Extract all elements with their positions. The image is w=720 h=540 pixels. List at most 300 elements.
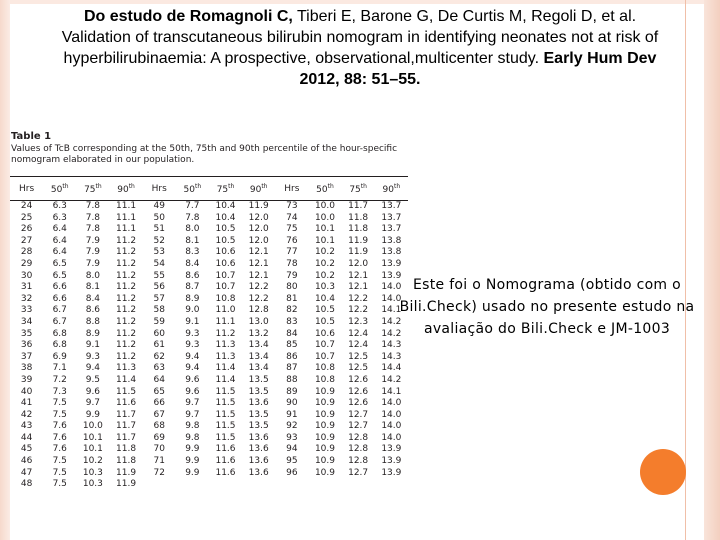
table-cell-value: 12.0 <box>348 258 369 269</box>
slide-frame-right <box>704 0 720 540</box>
table-cell-value: 10.0 <box>314 212 335 223</box>
table-cell-value: 10.7 <box>314 351 335 362</box>
table-cell-value: 13.6 <box>248 432 269 443</box>
table-row <box>10 456 408 468</box>
table-cell-value: 11.9 <box>348 247 369 258</box>
table-header-cell <box>375 177 408 201</box>
table-header-sup: th <box>394 183 401 190</box>
table-cell-value: 7.8 <box>85 212 101 223</box>
table-cell-hours: 41 <box>20 398 33 409</box>
table-cell-value: 8.7 <box>185 282 200 293</box>
table-caption <box>11 131 407 166</box>
table-cell-value: 11.4 <box>215 374 236 385</box>
table-cell-value <box>209 479 242 491</box>
table-cell-value: 8.4 <box>85 293 101 304</box>
table-cell-value: 9.1 <box>85 340 101 351</box>
table-cell-value: 10.9 <box>314 444 335 455</box>
table-cell-value: 6.7 <box>52 316 67 327</box>
table-cell-hours: 57 <box>153 293 165 304</box>
table-cell-hours <box>275 479 308 491</box>
table-cell-value: 9.9 <box>185 467 200 478</box>
table-cell-value: 10.0 <box>314 201 335 211</box>
table-cell-value: 12.8 <box>248 305 269 316</box>
table-cell-value: 11.5 <box>215 386 236 397</box>
table-cell-value: 10.1 <box>82 444 103 455</box>
table-cell-value: 12.2 <box>248 282 269 293</box>
table-header-main: Hrs <box>151 183 167 194</box>
citation-title <box>60 6 660 90</box>
table-cell-value: 8.8 <box>85 316 101 327</box>
table-cell-value: 12.1 <box>348 282 369 293</box>
table-cell-hours: 26 <box>20 224 33 235</box>
table-header-sup: th <box>195 183 202 190</box>
table-cell-value: 14.0 <box>381 421 402 432</box>
table-cell-value: 7.9 <box>85 258 101 269</box>
table-cell-value: 9.7 <box>185 398 200 409</box>
table-cell-value: 6.5 <box>52 258 67 269</box>
table-cell-hours: 93 <box>286 432 298 443</box>
table-cell-value: 9.1 <box>185 316 200 327</box>
table-cell-value: 10.4 <box>314 293 335 304</box>
table-label: Table 1 <box>11 131 52 142</box>
table-cell-hours: 24 <box>20 201 33 211</box>
table-header-sup: th <box>327 183 334 190</box>
table-cell-value: 12.1 <box>248 247 269 258</box>
table-cell-hours: 36 <box>20 340 33 351</box>
table-cell-value: 12.7 <box>348 409 369 420</box>
table-cell-value: 10.5 <box>215 224 236 235</box>
table-cell-hours: 53 <box>153 247 165 258</box>
table-cell-hours: 35 <box>20 328 33 339</box>
table-cell-value: 11.2 <box>116 316 137 327</box>
table-cell-hours: 40 <box>20 386 33 397</box>
table-row <box>10 294 408 306</box>
table-cell-value: 12.0 <box>248 212 269 223</box>
table-cell-hours: 44 <box>20 432 33 443</box>
table-cell-value: 7.7 <box>185 201 200 211</box>
table-cell-value: 13.6 <box>248 456 269 467</box>
table-cell-value: 10.2 <box>314 270 335 281</box>
table-cell-value: 8.6 <box>85 305 101 316</box>
table-cell-value: 9.3 <box>185 328 200 339</box>
table-cell-hours: 96 <box>286 467 298 478</box>
table-cell-value: 9.5 <box>85 374 101 385</box>
table-cell-value: 13.8 <box>381 247 402 258</box>
table-cell-value: 10.8 <box>314 374 335 385</box>
table-body <box>10 201 408 491</box>
table-cell-value: 13.5 <box>248 374 269 385</box>
table-cell-value: 9.4 <box>185 351 200 362</box>
table-cell-value: 9.9 <box>185 456 200 467</box>
table-cell-value: 6.9 <box>52 351 67 362</box>
table-cell-hours: 58 <box>153 305 165 316</box>
table-cell-hours: 45 <box>20 444 33 455</box>
table-cell-value: 8.6 <box>185 270 200 281</box>
table-cell-value: 8.4 <box>185 258 200 269</box>
table-cell-value: 9.0 <box>185 305 200 316</box>
table-cell-value: 14.3 <box>381 351 402 362</box>
table-cell-value: 10.0 <box>82 421 103 432</box>
table-cell-value: 13.4 <box>248 351 269 362</box>
table-cell-value: 10.5 <box>215 235 236 246</box>
table-header-cell <box>176 177 209 201</box>
table-cell-value: 13.6 <box>248 467 269 478</box>
table-cell-hours: 43 <box>20 421 33 432</box>
table-row <box>10 468 408 480</box>
table-cell-value: 11.8 <box>348 224 369 235</box>
table-header-row <box>10 177 408 201</box>
table-row <box>10 236 408 248</box>
table-cell-value: 11.9 <box>116 467 137 478</box>
table-cell-hours: 67 <box>153 409 165 420</box>
table-header-cell <box>209 177 242 201</box>
table-cell-hours: 95 <box>286 456 298 467</box>
table-cell-value: 14.0 <box>381 432 402 443</box>
table-cell-hours: 72 <box>153 467 165 478</box>
table-row <box>10 387 408 399</box>
table-cell-hours: 90 <box>286 398 298 409</box>
table-cell-value: 10.8 <box>314 363 335 374</box>
table-cell-value: 11.7 <box>116 409 137 420</box>
table-cell-value: 12.0 <box>248 235 269 246</box>
table-cell-value: 6.6 <box>52 282 67 293</box>
table-cell-value: 7.8 <box>85 201 101 211</box>
table-row <box>10 282 408 294</box>
table-cell-hours: 92 <box>286 421 298 432</box>
table-cell-hours: 27 <box>20 235 33 246</box>
table-cell-hours: 66 <box>153 398 165 409</box>
table-cell-hours: 84 <box>286 328 298 339</box>
table-cell-value: 6.8 <box>52 340 67 351</box>
table-cell-value <box>375 479 408 491</box>
table-header-cell <box>242 177 275 201</box>
citation-lead: Do estudo de Romagnoli C, <box>83 8 293 25</box>
table-cell-hours: 46 <box>20 456 33 467</box>
table-cell-value: 11.3 <box>215 351 236 362</box>
table-cell-value: 7.9 <box>85 247 101 258</box>
table-cell-value: 6.5 <box>52 270 67 281</box>
table-cell-value: 13.4 <box>248 363 269 374</box>
table-cell-value: 14.0 <box>381 282 402 293</box>
table-cell-hours: 79 <box>286 270 298 281</box>
table-caption-text: Values of TcB corresponding at the 50th, 75th and 90th percentile of the hour-specific nomogram elaborated in our population. <box>11 144 398 165</box>
table-cell-value <box>308 479 341 491</box>
table-header-main: 50 <box>50 185 63 195</box>
table-cell-value: 14.1 <box>381 386 402 397</box>
table-cell-value: 12.0 <box>248 224 269 235</box>
table-cell-value: 10.5 <box>314 305 335 316</box>
table-cell-value: 14.0 <box>381 293 402 304</box>
table-cell-value: 10.9 <box>314 398 335 409</box>
table-cell-value: 8.0 <box>185 224 200 235</box>
table-cell-value: 12.6 <box>348 398 369 409</box>
table-cell-value: 11.9 <box>248 201 269 211</box>
table-cell-value: 7.9 <box>85 235 101 246</box>
table-cell-value: 14.2 <box>381 374 402 385</box>
table-cell-value: 11.2 <box>116 235 137 246</box>
table-cell-value: 10.3 <box>82 479 103 490</box>
table-cell-value: 11.7 <box>116 432 137 443</box>
table-cell-value: 10.9 <box>314 386 335 397</box>
table-cell-value: 8.9 <box>185 293 200 304</box>
table-cell-value: 13.9 <box>381 467 402 478</box>
table-cell-value: 9.4 <box>185 363 200 374</box>
table-cell-value: 10.5 <box>314 316 335 327</box>
table-cell-value: 7.3 <box>52 386 67 397</box>
table-header-main: 50 <box>316 185 328 195</box>
table-cell-value: 7.5 <box>52 456 67 467</box>
table-cell-value: 7.5 <box>52 409 67 420</box>
table-cell-value: 14.0 <box>381 398 402 409</box>
table-row <box>10 410 408 422</box>
decorative-orange-circle <box>640 449 686 495</box>
table-row <box>10 363 408 375</box>
table-cell-hours: 49 <box>153 201 165 211</box>
note-text: Este foi o Nomograma (obtido com o Bili.Check) usado no presente estudo na avaliação do Bili.Check e JM-1003 <box>399 277 695 337</box>
table-cell-value: 11.4 <box>116 374 137 385</box>
table-cell-value: 7.6 <box>52 432 67 443</box>
table-header-main: 90 <box>382 185 394 195</box>
table-cell-value: 9.3 <box>185 340 200 351</box>
table-row <box>10 224 408 236</box>
table-cell-hours: 64 <box>153 374 165 385</box>
table-cell-value: 11.2 <box>116 351 137 362</box>
table-cell-value: 11.2 <box>116 270 137 281</box>
table-header-main: 75 <box>349 185 361 195</box>
table-cell-value: 11.6 <box>215 467 236 478</box>
table-cell-value: 12.2 <box>348 305 369 316</box>
table-cell-hours: 38 <box>20 363 33 374</box>
table-cell-hours: 91 <box>286 409 298 420</box>
table-header-main: 75 <box>84 185 96 195</box>
table-cell-value: 6.6 <box>52 293 67 304</box>
table-cell-hours: 29 <box>20 258 33 269</box>
table-cell-value: 12.1 <box>248 270 269 281</box>
table-cell-value: 11.5 <box>116 386 137 397</box>
table-cell-value: 9.6 <box>185 374 200 385</box>
table-cell-value: 7.6 <box>52 444 67 455</box>
table-header-cell <box>109 177 142 201</box>
table-cell-value: 11.8 <box>348 212 369 223</box>
table-cell-value: 11.1 <box>116 212 137 223</box>
citation-body: Tiberi E, Barone G, De Curtis M, Regoli D, et al. Validation of transcutaneous bilirubin nomogram in identifying neonates not at risk of hyperbilirubinaemia: A prospective, observational,multicenter study. <box>61 8 659 67</box>
table-cell-hours: 25 <box>20 212 33 223</box>
table-cell-value: 11.5 <box>215 398 236 409</box>
table-cell-value: 10.4 <box>215 201 236 211</box>
table-cell-value: 10.1 <box>314 224 335 235</box>
table-cell-hours: 71 <box>153 456 165 467</box>
table-header-main: 50 <box>183 185 195 195</box>
table-cell-value: 10.6 <box>314 328 335 339</box>
table-cell-hours: 82 <box>286 305 298 316</box>
table-cell-value: 12.7 <box>348 421 369 432</box>
table-cell-value <box>342 479 375 491</box>
table-cell-value: 11.2 <box>116 293 137 304</box>
table-cell-value: 11.3 <box>116 363 137 374</box>
table-cell-value: 13.9 <box>381 444 402 455</box>
table-cell-hours: 75 <box>286 224 298 235</box>
table-cell-value: 6.4 <box>52 247 67 258</box>
table-cell-value: 9.6 <box>185 386 200 397</box>
table-row <box>10 317 408 329</box>
table-cell-hours: 31 <box>20 282 33 293</box>
table-cell-value: 13.9 <box>381 270 402 281</box>
table-cell-value: 11.5 <box>215 421 236 432</box>
table-cell-value: 6.4 <box>52 224 67 235</box>
table-cell-hours: 55 <box>153 270 165 281</box>
table-cell-value: 7.2 <box>52 374 67 385</box>
table-cell-value: 10.1 <box>314 235 335 246</box>
table-cell-value: 12.2 <box>348 293 369 304</box>
table-header-main: 75 <box>216 185 229 195</box>
table-cell-value: 11.6 <box>215 444 236 455</box>
table-cell-hours: 48 <box>20 479 33 490</box>
table-cell-hours: 28 <box>20 247 33 258</box>
table-header-sup: th <box>261 183 268 190</box>
table-cell-value: 14.0 <box>381 409 402 420</box>
table-cell-value: 14.3 <box>381 340 402 351</box>
table-cell-hours: 59 <box>153 316 165 327</box>
table-cell-value: 12.6 <box>348 386 369 397</box>
table-header-cell <box>275 177 308 201</box>
table-cell-value: 8.9 <box>85 328 101 339</box>
table-cell-value: 12.2 <box>248 293 269 304</box>
table-cell-value: 11.2 <box>116 305 137 316</box>
table-cell-hours: 52 <box>153 235 165 246</box>
table-cell-value: 13.6 <box>248 398 269 409</box>
table-cell-value: 11.8 <box>116 456 137 467</box>
table-cell-value: 10.1 <box>82 432 103 443</box>
table-cell-value: 8.0 <box>85 270 101 281</box>
table-cell-value: 7.5 <box>52 398 67 409</box>
table-cell-value: 11.6 <box>116 398 137 409</box>
table-cell-value: 12.4 <box>348 340 369 351</box>
table-cell-hours: 56 <box>153 282 165 293</box>
table-row <box>10 444 408 456</box>
table-cell-value: 11.2 <box>116 282 137 293</box>
table-row <box>10 329 408 341</box>
table-row <box>10 305 408 317</box>
table-cell-value: 9.9 <box>85 409 101 420</box>
table-cell-value: 10.6 <box>215 258 236 269</box>
nomogram-table-image <box>10 128 408 538</box>
table-cell-value: 9.7 <box>185 409 200 420</box>
table-cell-value: 10.9 <box>314 467 335 478</box>
table-cell-value: 6.7 <box>52 305 67 316</box>
table-cell-value: 7.6 <box>52 421 67 432</box>
table-cell-hours: 87 <box>286 363 298 374</box>
slide-frame-left <box>0 0 10 540</box>
table-cell-value: 11.7 <box>116 421 137 432</box>
table-header-cell <box>76 177 109 201</box>
table-cell-value: 8.3 <box>185 247 200 258</box>
table-row <box>10 479 408 491</box>
table-row <box>10 201 408 213</box>
table-row <box>10 213 408 225</box>
table-cell-value: 14.2 <box>381 328 402 339</box>
table-cell-hours: 65 <box>153 386 165 397</box>
table-cell-hours: 89 <box>286 386 298 397</box>
table-cell-value: 10.7 <box>215 282 236 293</box>
table-header-sup: th <box>228 183 235 190</box>
table-cell-value: 12.1 <box>348 270 369 281</box>
table-cell-value: 12.1 <box>248 258 269 269</box>
table-cell-value: 14.2 <box>381 316 402 327</box>
table-cell-value: 9.6 <box>85 386 101 397</box>
table-cell-value: 11.2 <box>116 247 137 258</box>
table-cell-value: 13.8 <box>381 235 402 246</box>
table-cell-value: 10.3 <box>82 467 103 478</box>
table-cell-hours: 63 <box>153 363 165 374</box>
table-cell-hours: 62 <box>153 351 165 362</box>
table-cell-hours: 78 <box>286 258 298 269</box>
table-cell-value: 12.8 <box>348 444 369 455</box>
table-cell-value: 11.5 <box>215 409 236 420</box>
table-row <box>10 433 408 445</box>
table-cell-value: 11.9 <box>116 479 137 490</box>
table-cell-value: 14.1 <box>381 305 402 316</box>
table-cell-value: 10.2 <box>314 247 335 258</box>
table-cell-value: 12.6 <box>348 374 369 385</box>
table-cell-value: 13.9 <box>381 456 402 467</box>
table-cell-value: 9.7 <box>85 398 101 409</box>
table-cell-value <box>242 479 275 491</box>
table-row <box>10 375 408 387</box>
table-cell-value: 12.5 <box>348 351 369 362</box>
table-cell-value: 10.9 <box>314 409 335 420</box>
table-cell-value: 11.1 <box>215 316 236 327</box>
table-cell-value: 9.8 <box>185 432 200 443</box>
table-cell-value: 6.4 <box>52 235 67 246</box>
table-row <box>10 421 408 433</box>
table-cell-hours: 88 <box>286 374 298 385</box>
table-cell-hours: 33 <box>20 305 33 316</box>
table-cell-value: 12.5 <box>348 363 369 374</box>
table-cell-hours: 86 <box>286 351 298 362</box>
table-cell-value: 13.5 <box>248 421 269 432</box>
table-cell-value: 10.2 <box>314 258 335 269</box>
table-cell-value: 11.2 <box>116 340 137 351</box>
table-cell-hours: 39 <box>20 374 33 385</box>
table-cell-value: 11.1 <box>116 224 137 235</box>
table-row <box>10 271 408 283</box>
table-header-cell <box>143 177 176 201</box>
table-cell-hours: 68 <box>153 421 165 432</box>
table-cell-value: 9.3 <box>85 351 101 362</box>
table-cell-hours: 74 <box>286 212 298 223</box>
table-cell-value: 13.9 <box>381 258 402 269</box>
table-cell-value: 10.9 <box>314 432 335 443</box>
table-cell-value: 8.1 <box>185 235 200 246</box>
table-cell-value: 10.9 <box>314 421 335 432</box>
table-cell-hours: 77 <box>286 247 298 258</box>
table-cell-value: 11.1 <box>116 201 137 211</box>
table-cell-value: 6.3 <box>52 201 67 211</box>
table-cell-hours: 80 <box>286 282 298 293</box>
table-cell-value: 11.9 <box>348 235 369 246</box>
table-cell-hours: 60 <box>153 328 165 339</box>
table-cell-value: 10.7 <box>314 340 335 351</box>
table-cell-hours: 76 <box>286 235 298 246</box>
table-header-main: 90 <box>249 185 262 195</box>
table-row <box>10 352 408 364</box>
table-cell-hours: 37 <box>20 351 33 362</box>
table-cell-hours: 34 <box>20 316 33 327</box>
table-cell-value: 11.0 <box>215 305 236 316</box>
table-row <box>10 247 408 259</box>
table-cell-value: 10.2 <box>82 456 103 467</box>
table-cell-value: 10.7 <box>215 270 236 281</box>
